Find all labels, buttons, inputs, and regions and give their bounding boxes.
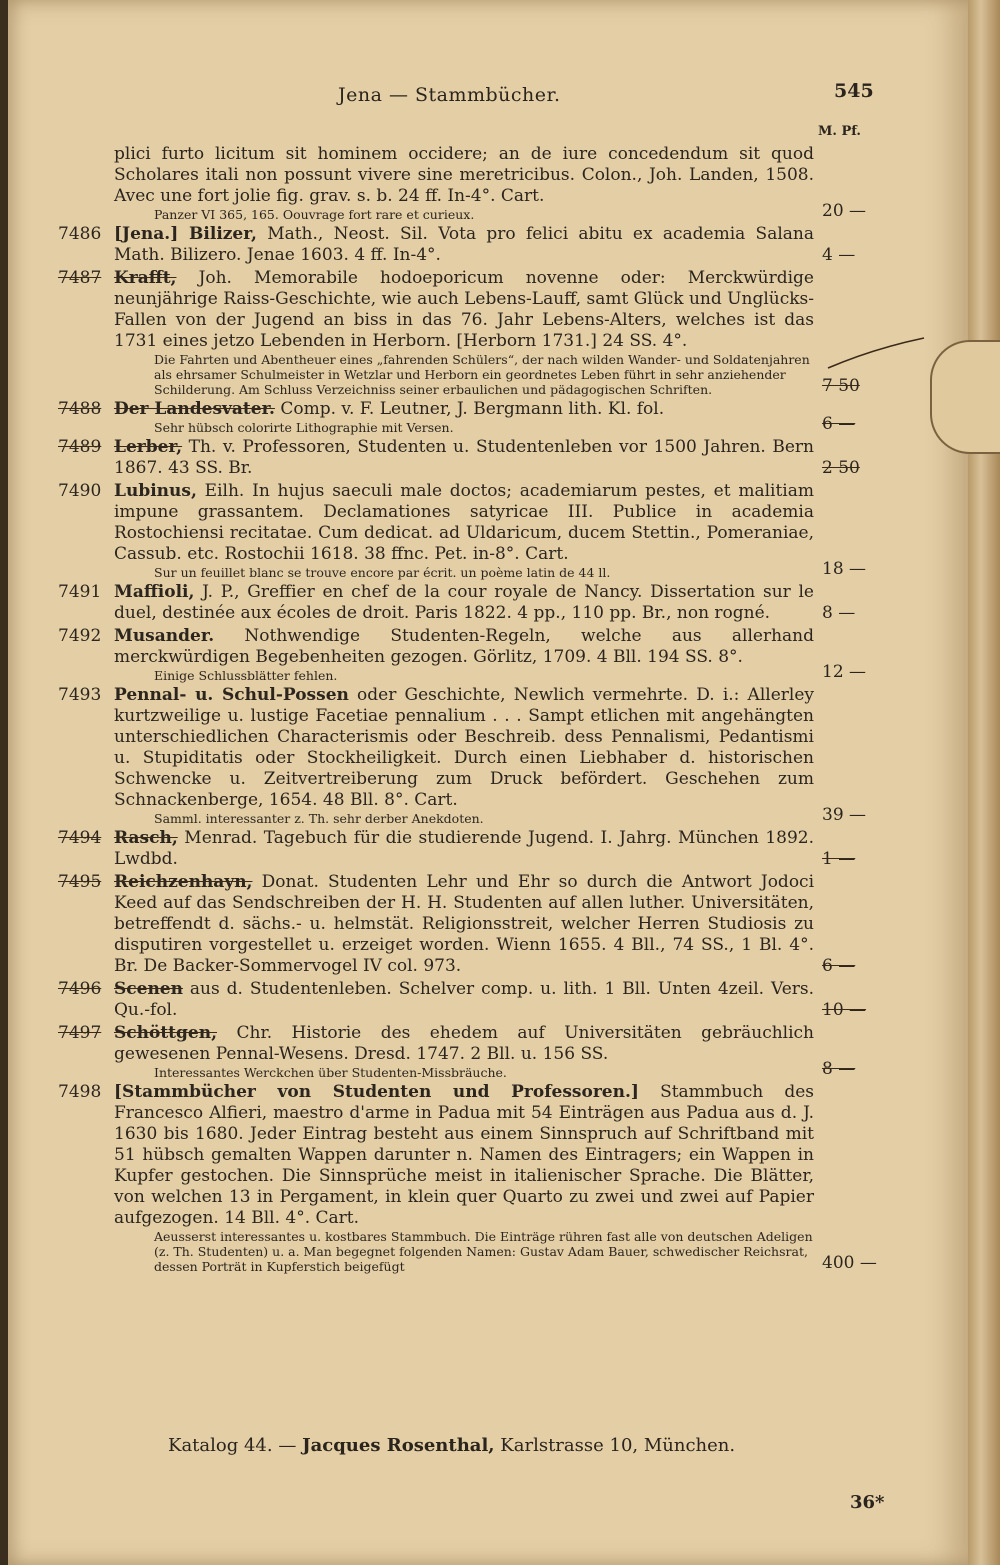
entry-price: 8 — [822,1059,856,1079]
entry-heading: Reichzenhayn, [114,872,253,892]
entry-heading: Lubinus, [114,481,197,501]
entry-note: Interessantes Werckchen über Studenten-Missbräuche. [154,1065,507,1080]
catalog-entry [58,626,888,683]
footer-address: Karlstrasse 10, München. [500,1435,736,1456]
entry-text [114,979,814,1021]
entry-number: 7487 [58,268,102,288]
entry-text [114,872,814,977]
entry-description: Eilh. In hujus saeculi male doctos; academiarum pestes, et malitiam impune grassantem. Declamationes satyricae III. Publice in academia Rostochiensi recitatae. Cum dedicat. ad Uldaricum, ducem Stettin., Pomeraniae, Cassub. etc. Rostochii 1618. 38 ffnc. Pet. in-8°. Cart. [114,481,814,564]
entry-description: Math., Neost. Sil. Vota pro felici abitu ex academia Salana Math. Bilizero. Jenae 1603. 4 ff. In-4°. [114,224,814,265]
page-number: 545 [834,80,874,102]
entry-heading: Krafft, [114,268,177,288]
entry-number: 7493 [58,685,102,705]
continuation-entry [58,144,888,222]
entry-description: Donat. Studenten Lehr und Ehr so durch die Antwort Jodoci Keed auf das Sendschreiben der H. H. Studenten auf allen luther. Universitäten, betreffendt d. sächs.- u. helmstät. Religionsstreit, welcher Herren Studiosis zu disputiren vorgestellet u. erzeiget worden. Wienn 1655. 4 Bll., 74 SS., 1 Bl. 4°. Br. De Backer-Sommervogel IV col. 973. [114,872,815,976]
entry-description: Chr. Historie des ehedem auf Universitäten gebräuchlich gewesenen Pennal-Wesens. Dresd. 1747. 2 Bll. u. 156 SS. [114,1023,815,1064]
entry-price: 7 50 [822,376,860,396]
catalog-entry [58,979,888,1021]
entry-text [114,685,814,811]
entry-note: Einige Schlussblätter fehlen. [154,668,338,683]
entry-heading: Rasch, [114,828,178,848]
entry-number: 7489 [58,437,102,457]
entry-number: 7494 [58,828,102,848]
entry-note: Die Fahrten und Abentheuer eines „fahrenden Schülers“, der nach wilden Wander- und Soldatenjahren als ehrsamer Schulmeister in Wetzlar und Herborn ein geordnetes Leben führt in sehr anziehender Schilderung. Am Schluss Verzeichniss seiner erbaulichen und pädagogischen Schriften. [154,352,810,397]
catalog-entry [58,685,888,826]
entry-text [114,399,814,420]
page-title: Jena — Stammbücher. [338,84,561,106]
entry-text [114,437,814,479]
entry-description: Stammbuch des Francesco Alfieri, maestro d'arme in Padua mit 54 Einträgen aus Padua aus d. J. 1630 bis 1680. Jeder Eintrag besteht aus einem Sinnspruch auf Schriftband mit 51 hübsch gemalten Wappen darunter n. Namen des Eintragers; ein Wappen in Kupfer gestochen. Die Sinnsprüche meist in italienischer Sprache. Die Blätter, von welchen 13 in Pergament, in klein quer Quarto zu zwei und zwei auf Papier aufgezogen. 14 Bll. 4°. Cart. [114,1082,814,1228]
entry-text [114,828,814,870]
entry-description: Menrad. Tagebuch für die studierende Jugend. I. Jahrg. München 1892. Lwdbd. [114,828,815,869]
entry-description: Nothwendige Studenten-Regeln, welche aus allerhand merckwürdigen Begebenheiten gezogen. Görlitz, 1709. 4 Bll. 194 SS. 8°. [114,626,814,667]
entry-description: Joh. Memorabile hodoeporicum novenne oder: Merckwürdige neunjährige Raiss-Geschichte, wie auch Lebens-Lauff, samt Glück und Unglücks-Fallen von der Jugend an biss in das 76. Jahr Lebens-Alters, welches ist das 1731 eines jetzo Lebenden in Herborn. [Herborn 1731.] 24 SS. 4°. [114,268,814,351]
entry-heading: Schöttgen, [114,1023,218,1043]
entry-price: 1 — [822,849,856,869]
catalog-footer [168,1435,735,1456]
catalog-entry [58,399,888,435]
footer-publisher: Jacques Rosenthal, [302,1435,495,1456]
catalog-entry [58,224,888,266]
entry-description: J. P., Greffier en chef de la cour royale de Nancy. Dissertation sur le duel, destinée aux écoles de droit. Paris 1822. 4 pp., 110 pp. Br., non rogné. [114,582,814,623]
entry-note: Sehr hübsch colorirte Lithographie mit Versen. [154,420,454,435]
entry-price: 18 — [822,559,867,579]
continuation-note: Panzer VI 365, 165. Oouvrage fort rare et curieux. [154,207,475,222]
entry-heading: [Jena.] Bilizer, [114,224,257,244]
entry-price: 39 — [822,805,867,825]
catalog-page [8,0,968,1565]
entry-heading: Pennal- u. Schul-Possen [114,685,349,705]
entry-text [114,1082,814,1229]
entry-text [114,1023,814,1065]
entry-price: 6 — [822,956,856,976]
continuation-price: 20 — [822,201,867,221]
running-header [8,80,976,114]
entry-number: 7486 [58,224,102,244]
entry-number: 7495 [58,872,102,892]
entry-number: 7497 [58,1023,102,1043]
entry-price: 8 — [822,603,856,623]
entry-price: 12 — [822,662,867,682]
price-column-label: M. Pf. [818,124,861,139]
entry-price: 2 50 [822,458,860,478]
pen-mark [826,336,926,376]
catalog-entry [58,437,888,479]
entry-heading: Maffioli, [114,582,195,602]
entry-number: 7498 [58,1082,102,1102]
entry-heading: Der Landesvater. [114,399,275,419]
entry-number: 7496 [58,979,102,999]
entry-note: Aeusserst interessantes u. kostbares Stammbuch. Die Einträge rühren fast alle von deutschen Adeligen (z. Th. Studenten) u. a. Man begegnet folgenden Namen: Gustav Adam Bauer, schwedischer Reichsrat, dessen Porträt in Kupferstich beigefügt [154,1229,813,1274]
entry-note: Samml. interessanter z. Th. sehr derber Anekdoten. [154,811,484,826]
catalog-entry [58,872,888,977]
entry-number: 7491 [58,582,102,602]
entry-heading: [Stammbücher von Studenten und Professoren.] [114,1082,639,1102]
signature-mark: 36* [850,1492,885,1513]
entry-description: oder Geschichte, Newlich vermehrte. D. i.: Allerley kurtzweilige u. lustige Facetiae pennalium . . . Sampt etlichen mit angehängten unterschiedlichen Characterismis oder Beschreib. dess Pennalismi, Pedantismi u. Stupiditatis oder Stockheiligkeit. Durch einen Liebhaber d. historischen Schwencke u. Zeitvertreiberung zum Druck befördert. Geschehen zum Schnackenberge, 1654. 48 Bll. 8°. Cart. [114,685,814,810]
continuation-text: plici furto licitum sit hominem occidere; an de iure concedendum sit quod Scholares itali non possunt vivere sine meretricibus. Colon., Joh. Landen, 1508. Avec une fort jolie fig. grav. s. b. 24 ff. In-4°. Cart. [114,144,814,206]
catalog-entry [58,1023,888,1080]
book-edge [968,0,1000,1565]
entry-heading: Musander. [114,626,215,646]
footer-catalog: Katalog 44. — [168,1435,297,1456]
entry-description: Comp. v. F. Leutner, J. Bergmann lith. Kl. fol. [280,399,665,419]
entry-note: Sur un feuillet blanc se trouve encore par écrit. un poème latin de 44 ll. [154,565,611,580]
entry-text [114,626,814,668]
entry-text [114,224,814,266]
entry-number: 7488 [58,399,102,419]
catalog-entries [58,144,888,1276]
entry-number: 7492 [58,626,102,646]
entry-price: 400 — [822,1253,877,1273]
entry-description: aus d. Studentenleben. Schelver comp. u. lith. 1 Bll. Unten 4zeil. Vers. Qu.-fol. [114,979,815,1020]
entry-text [114,582,814,624]
entry-price: 6 — [822,414,856,434]
entry-price: 4 — [822,245,856,265]
entry-heading: Scenen [114,979,183,999]
catalog-entry [58,1082,888,1274]
entry-price: 10 — [822,1000,867,1020]
entry-text [114,481,814,565]
page-tab [930,340,1000,454]
catalog-entry [58,268,888,397]
catalog-entry [58,582,888,624]
catalog-entry [58,481,888,580]
entry-description: Th. v. Professoren, Studenten u. Studentenleben vor 1500 Jahren. Bern 1867. 43 SS. Br. [114,437,815,478]
entry-text [114,268,814,352]
catalog-entry [58,828,888,870]
entry-number: 7490 [58,481,102,501]
entry-heading: Lerber, [114,437,183,457]
